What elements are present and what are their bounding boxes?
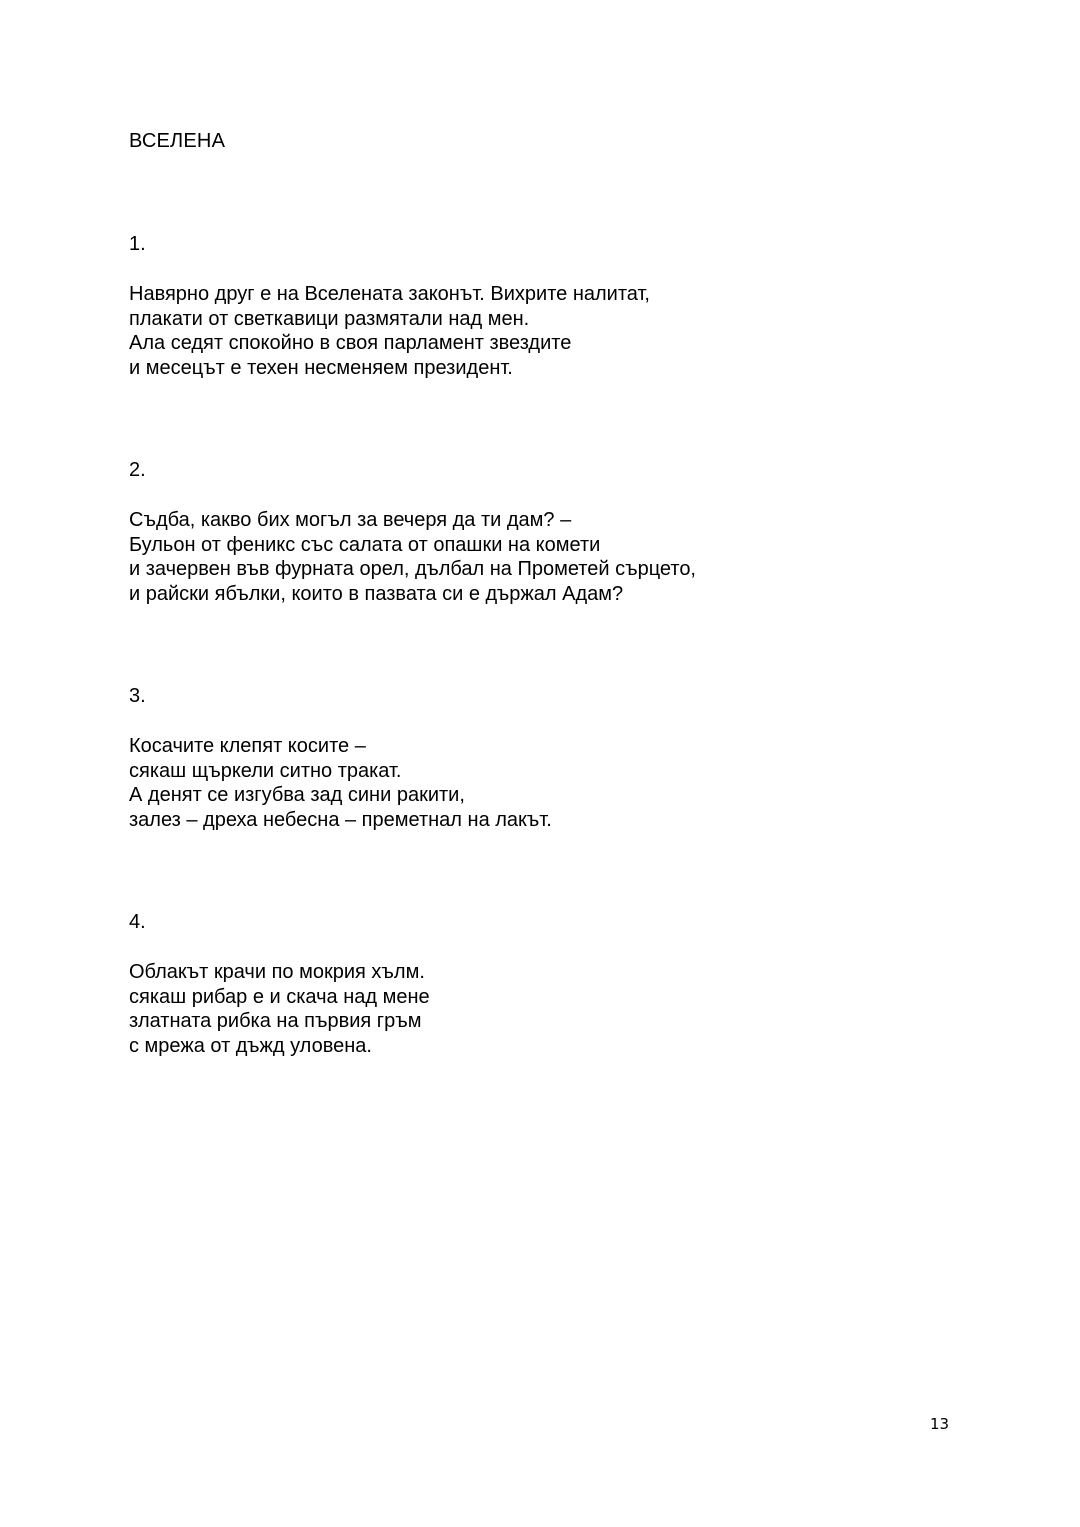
poem-line: с мрежа от дъжд уловена. [129, 1034, 372, 1057]
poem-line: А денят се изгубва зад сини ракити, [129, 784, 465, 806]
poem-stanza-2 [129, 508, 696, 606]
poem-cycle-title: ВСЕЛЕНА [129, 130, 226, 152]
poem-number-4: 4. [129, 911, 146, 933]
poem-line: и месецът е техен несменяем президент. [129, 356, 513, 379]
poem-line: Косачите клепят косите – [129, 735, 366, 757]
poem-stanza-1 [129, 282, 650, 380]
poem-line: сякаш рибар е и скача над мене [129, 985, 430, 1008]
poem-number-1: 1. [129, 233, 146, 255]
poem-line: Навярно друг е на Вселената законът. Вихрите налитат, [129, 283, 650, 305]
poem-stanza-4 [129, 960, 430, 1058]
poem-line: и зачервен във фурната орел, дълбал на Прометей сърцето, [129, 558, 696, 580]
poem-stanza-3 [129, 734, 552, 832]
poem-line: златната рибка на първия гръм [129, 1010, 422, 1032]
poem-number-3: 3. [129, 685, 146, 707]
poem-line: плакати от светкавици размятали над мен. [129, 307, 530, 330]
poem-line: Бульон от феникс със салата от опашки на комети [129, 533, 601, 556]
poem-number-2: 2. [129, 459, 146, 481]
poem-line: Облакът крачи по мокрия хълм. [129, 961, 425, 983]
poem-line: залез – дреха небесна – преметнал на лакът. [129, 808, 552, 831]
poem-line: Ала седят спокойно в своя парламент звездите [129, 332, 572, 354]
page-number: 13 [930, 1415, 950, 1433]
poem-line: сякаш щъркели ситно тракат. [129, 759, 402, 782]
poem-line: Съдба, какво бих могъл за вечеря да ти дам? – [129, 509, 572, 531]
poem-line: и райски ябълки, които в пазвата си е държал Адам? [129, 582, 624, 605]
